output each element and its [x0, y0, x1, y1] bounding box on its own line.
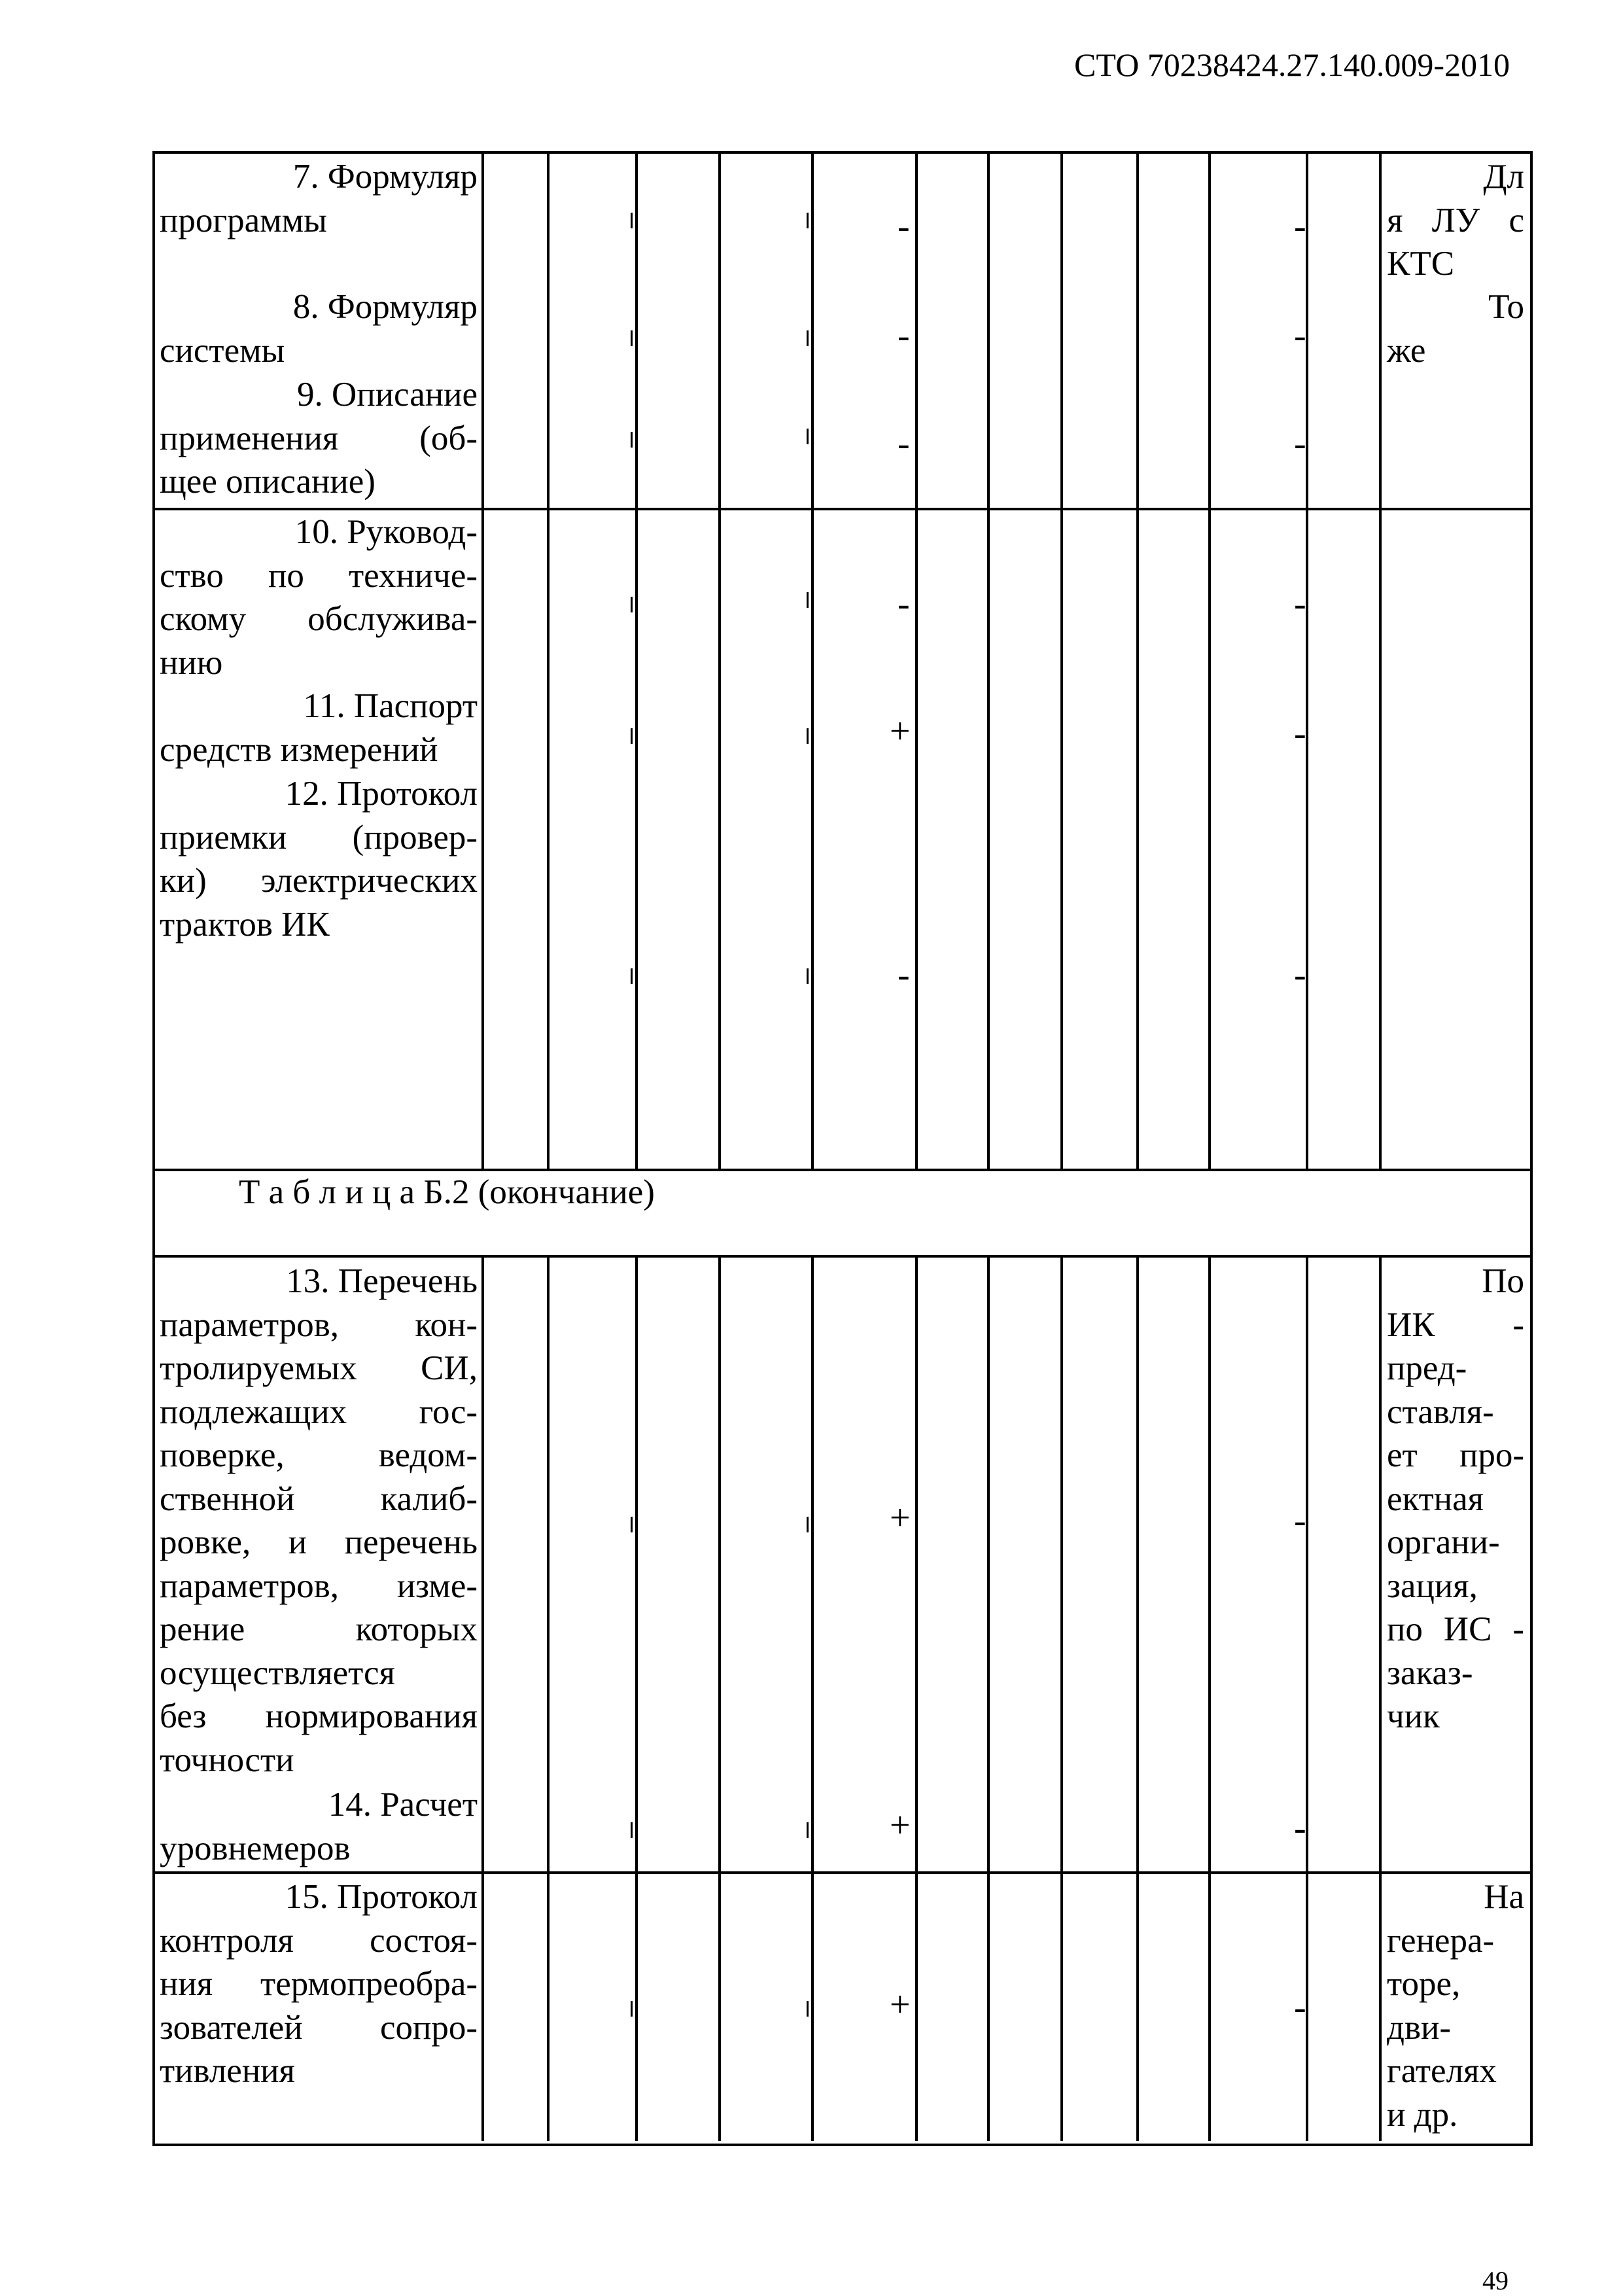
- dash-mark: [807, 728, 809, 744]
- column-divider: [987, 151, 990, 1171]
- note-item-15: На генера- торе, дви- гателях и др.: [1387, 1878, 1524, 2134]
- column-divider: [811, 1255, 814, 2141]
- dash-mark: [631, 213, 633, 228]
- mark-cell: -: [1294, 1987, 1306, 2028]
- column-divider: [1208, 1255, 1211, 2141]
- mark-cell: -: [1294, 955, 1306, 995]
- column-divider: [1060, 1255, 1063, 2141]
- document-item-14: 14. Расчет уровнемеров: [160, 1786, 478, 1867]
- column-divider: [635, 151, 638, 1171]
- mark-cell: -: [1294, 423, 1306, 464]
- document-code: СТО 70238424.27.140.009-2010: [1074, 46, 1510, 83]
- page-number: 49: [1482, 2266, 1509, 2295]
- note-item-13: По ИК - пред- ставля- ет про- ектная органи- зация, по ИС - заказ- чик: [1387, 1262, 1524, 1735]
- note-item-7: Дл я ЛУ с КТС: [1387, 158, 1524, 283]
- dash-mark: [631, 968, 633, 984]
- mark-cell: -: [1294, 1808, 1306, 1848]
- document-item-10: 10. Руковод- ство по техниче- скому обслужива- нию: [160, 513, 478, 682]
- mark-cell: -: [1294, 206, 1306, 247]
- document-item-15: 15. Протокол контроля состоя- ния термопреобра- зователей сопро- тивления: [160, 1878, 478, 2090]
- dash-mark: [807, 968, 809, 984]
- dash-mark: [631, 728, 633, 744]
- mark-cell: +: [890, 1805, 911, 1846]
- mark-cell: -: [898, 423, 910, 464]
- mark-cell: +: [890, 1498, 911, 1538]
- column-divider: [635, 1255, 638, 2141]
- column-divider: [811, 151, 814, 1171]
- column-divider: [481, 1255, 484, 2141]
- dash-mark: [807, 213, 809, 228]
- column-divider: [1379, 1255, 1382, 2141]
- mark-cell: +: [890, 1985, 911, 2025]
- column-divider: [718, 1255, 721, 2141]
- column-divider: [1136, 151, 1139, 1171]
- column-divider: [1136, 1255, 1139, 2141]
- column-divider: [481, 151, 484, 1171]
- column-divider: [547, 1255, 550, 2141]
- document-item-8: 8. Формуляр системы: [160, 288, 478, 370]
- dash-mark: [631, 1517, 633, 1532]
- note-item-8: То же: [1387, 288, 1524, 370]
- mark-cell: -: [898, 584, 910, 624]
- column-divider: [718, 151, 721, 1171]
- mark-cell: +: [890, 711, 911, 752]
- mark-cell: -: [1294, 713, 1306, 754]
- dash-mark: [631, 330, 633, 346]
- dash-mark: [807, 1822, 809, 1838]
- column-divider: [987, 1255, 990, 2141]
- mark-cell: -: [1294, 584, 1306, 624]
- column-divider: [915, 151, 918, 1171]
- dash-mark: [807, 592, 809, 608]
- document-item-7: 7. Формуляр программы: [160, 158, 478, 239]
- row-divider: [152, 1255, 1533, 1258]
- mark-cell: -: [898, 315, 910, 356]
- document-item-11: 11. Паспорт средств измерений: [160, 687, 478, 769]
- document-item-13: 13. Перечень параметров, кон- тролируемых СИ, подлежащих гос- поверке, ведом- ственной калиб- ровке, и перечень параметров, изме- рение которых осуществляется без нормирования точности: [160, 1262, 478, 1779]
- dash-mark: [631, 432, 633, 448]
- mark-cell: -: [898, 206, 910, 247]
- dash-mark: [807, 429, 809, 444]
- column-divider: [1060, 151, 1063, 1171]
- document-item-9: 9. Описание применения (об- щее описание): [160, 376, 478, 501]
- table-caption: Т а б л и ц а Б.2 (окончание): [239, 1173, 655, 1211]
- mark-cell: -: [1294, 315, 1306, 356]
- column-divider: [915, 1255, 918, 2141]
- dash-mark: [807, 2001, 809, 2017]
- column-divider: [547, 151, 550, 1171]
- dash-mark: [631, 597, 633, 612]
- row-divider: [152, 1169, 1533, 1171]
- dash-mark: [631, 1822, 633, 1838]
- mark-cell: -: [898, 955, 910, 995]
- document-item-12: 12. Протокол приемки (провер- ки) электрических трактов ИК: [160, 775, 478, 944]
- column-divider: [1306, 151, 1308, 1171]
- column-divider: [1208, 151, 1211, 1171]
- column-divider: [1379, 151, 1382, 1171]
- mark-cell: -: [1294, 1500, 1306, 1541]
- row-divider: [152, 1871, 1533, 1874]
- dash-mark: [807, 1517, 809, 1532]
- dash-mark: [807, 330, 809, 346]
- dash-mark: [631, 2001, 633, 2017]
